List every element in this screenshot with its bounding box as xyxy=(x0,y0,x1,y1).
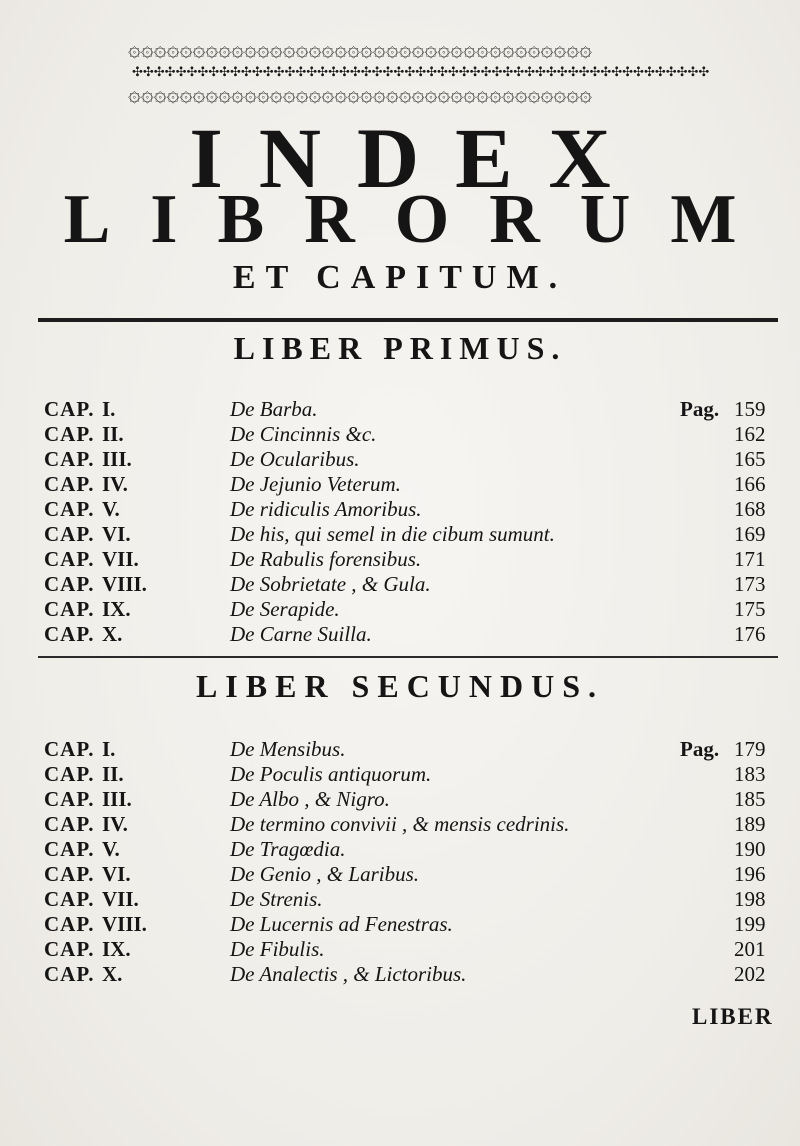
chapter-title: De Barba. xyxy=(230,397,318,421)
chapter-row xyxy=(44,912,784,937)
chapter-number: X. xyxy=(102,622,123,646)
chapter-page-number: 173 xyxy=(734,572,766,596)
chapter-title: De Cincinnis &c. xyxy=(230,422,377,446)
chapter-row xyxy=(44,472,784,497)
divider-rule-top xyxy=(38,318,778,322)
chapter-cap-label: CAP. xyxy=(44,912,95,936)
chapter-number: III. xyxy=(102,787,132,811)
chapter-title: De Serapide. xyxy=(230,597,340,621)
chapter-number: VI. xyxy=(102,522,131,546)
chapter-title: De ridiculis Amoribus. xyxy=(230,497,422,521)
chapter-cap-label: CAP. xyxy=(44,497,95,521)
chapter-cap-label: CAP. xyxy=(44,887,95,911)
chapter-page-number: 201 xyxy=(734,937,766,961)
chapter-page-number: 159 xyxy=(734,397,766,421)
chapter-row xyxy=(44,837,784,862)
chapter-number: V. xyxy=(102,497,120,521)
chapter-title: De Ocularibus. xyxy=(230,447,360,471)
book-2-chapter-list xyxy=(44,737,784,987)
chapter-page-number: 199 xyxy=(734,912,766,936)
book-2-heading: LIBER SECUNDUS. xyxy=(195,668,605,704)
chapter-row xyxy=(44,962,784,987)
title-capitum: ET CAPITUM. xyxy=(232,259,568,296)
page-label: Pag. xyxy=(680,737,720,761)
chapter-cap-label: CAP. xyxy=(44,937,95,961)
divider-rule-middle xyxy=(38,656,778,658)
page-label: Pag. xyxy=(680,397,720,421)
chapter-title: De Genio , & Laribus. xyxy=(230,862,419,886)
ornament-band-bottom: ۞۞۞۞۞۞۞۞۞۞۞۞۞۞۞۞۞۞۞۞۞۞۞۞۞۞۞۞۞۞۞۞۞۞۞۞ xyxy=(128,82,593,107)
chapter-page-number: 168 xyxy=(734,497,766,521)
chapter-page-number: 176 xyxy=(734,622,766,646)
chapter-number: VI. xyxy=(102,862,131,886)
chapter-page-number: 166 xyxy=(734,472,766,496)
catchword: LIBER xyxy=(692,1004,774,1029)
chapter-number: IV. xyxy=(102,472,128,496)
chapter-row xyxy=(44,572,784,597)
chapter-number: IX. xyxy=(102,597,131,621)
chapter-cap-label: CAP. xyxy=(44,962,95,986)
chapter-cap-label: CAP. xyxy=(44,397,95,421)
chapter-number: VII. xyxy=(102,547,139,571)
chapter-number: VII. xyxy=(102,887,139,911)
ornament-band-middle: ✣✣✣✣✣✣✣✣✣✣✣✣✣✣✣✣✣✣✣✣✣✣✣✣✣✣✣✣✣✣✣✣✣✣✣✣✣✣✣✣✣✣✣✣✣✣✣✣✣✣✣✣✣ xyxy=(132,65,710,80)
chapter-page-number: 175 xyxy=(734,597,766,621)
chapter-title: De Albo , & Nigro. xyxy=(230,787,390,811)
chapter-cap-label: CAP. xyxy=(44,422,95,446)
chapter-number: VIII. xyxy=(102,912,147,936)
chapter-number: VIII. xyxy=(102,572,147,596)
chapter-title: De Fibulis. xyxy=(230,937,325,961)
chapter-number: V. xyxy=(102,837,120,861)
chapter-cap-label: CAP. xyxy=(44,862,95,886)
chapter-title: De Poculis antiquorum. xyxy=(230,762,432,786)
chapter-cap-label: CAP. xyxy=(44,597,95,621)
chapter-number: I. xyxy=(102,737,116,761)
chapter-title: De Carne Suilla. xyxy=(230,622,372,646)
chapter-row xyxy=(44,622,784,647)
chapter-page-number: 179 xyxy=(734,737,766,761)
chapter-cap-label: CAP. xyxy=(44,837,95,861)
chapter-row xyxy=(44,422,784,447)
chapter-cap-label: CAP. xyxy=(44,522,95,546)
chapter-number: III. xyxy=(102,447,132,471)
chapter-title: De Analectis , & Lictoribus. xyxy=(230,962,467,986)
ornament-band-top: ۞۞۞۞۞۞۞۞۞۞۞۞۞۞۞۞۞۞۞۞۞۞۞۞۞۞۞۞۞۞۞۞۞۞۞۞ xyxy=(128,37,593,62)
chapter-page-number: 185 xyxy=(734,787,766,811)
chapter-row xyxy=(44,447,784,472)
chapter-page-number: 162 xyxy=(734,422,766,446)
chapter-page-number: 196 xyxy=(734,862,766,886)
chapter-page-number: 189 xyxy=(734,812,766,836)
chapter-cap-label: CAP. xyxy=(44,812,95,836)
chapter-page-number: 165 xyxy=(734,447,766,471)
chapter-cap-label: CAP. xyxy=(44,622,95,646)
chapter-number: IX. xyxy=(102,937,131,961)
chapter-title: De Lucernis ad Fenestras. xyxy=(230,912,453,936)
chapter-page-number: 198 xyxy=(734,887,766,911)
chapter-row xyxy=(44,737,784,762)
chapter-row xyxy=(44,937,784,962)
chapter-cap-label: CAP. xyxy=(44,572,95,596)
chapter-page-number: 171 xyxy=(734,547,766,571)
chapter-title: De Sobrietate , & Gula. xyxy=(230,572,431,596)
chapter-page-number: 169 xyxy=(734,522,766,546)
chapter-number: II. xyxy=(102,762,124,786)
chapter-title: De Mensibus. xyxy=(230,737,346,761)
chapter-cap-label: CAP. xyxy=(44,737,95,761)
chapter-title: De Jejunio Veterum. xyxy=(230,472,401,496)
chapter-page-number: 202 xyxy=(734,962,766,986)
chapter-title: De his, qui semel in die cibum sumunt. xyxy=(230,522,555,546)
chapter-cap-label: CAP. xyxy=(44,547,95,571)
book-1-chapter-list xyxy=(44,397,784,647)
chapter-cap-label: CAP. xyxy=(44,472,95,496)
chapter-cap-label: CAP. xyxy=(44,447,95,471)
chapter-row xyxy=(44,497,784,522)
chapter-page-number: 190 xyxy=(734,837,766,861)
book-1-heading: LIBER PRIMUS. xyxy=(233,330,567,366)
chapter-title: De Strenis. xyxy=(230,887,323,911)
chapter-row xyxy=(44,547,784,572)
chapter-number: IV. xyxy=(102,812,128,836)
chapter-row xyxy=(44,812,784,837)
title-librorum: LIBRORUM xyxy=(63,181,777,258)
chapter-row xyxy=(44,887,784,912)
chapter-title: De Rabulis forensibus. xyxy=(230,547,422,571)
chapter-page-number: 183 xyxy=(734,762,766,786)
chapter-cap-label: CAP. xyxy=(44,762,95,786)
chapter-cap-label: CAP. xyxy=(44,787,95,811)
title-index: INDEX xyxy=(189,110,647,206)
chapter-row xyxy=(44,762,784,787)
chapter-title: De Tragœdia. xyxy=(230,837,346,861)
chapter-row xyxy=(44,787,784,812)
chapter-row xyxy=(44,522,784,547)
chapter-number: X. xyxy=(102,962,123,986)
chapter-number: I. xyxy=(102,397,116,421)
chapter-row xyxy=(44,597,784,622)
chapter-title: De termino convivii , & mensis cedrinis. xyxy=(230,812,570,836)
chapter-row xyxy=(44,862,784,887)
chapter-number: II. xyxy=(102,422,124,446)
chapter-row xyxy=(44,397,784,422)
